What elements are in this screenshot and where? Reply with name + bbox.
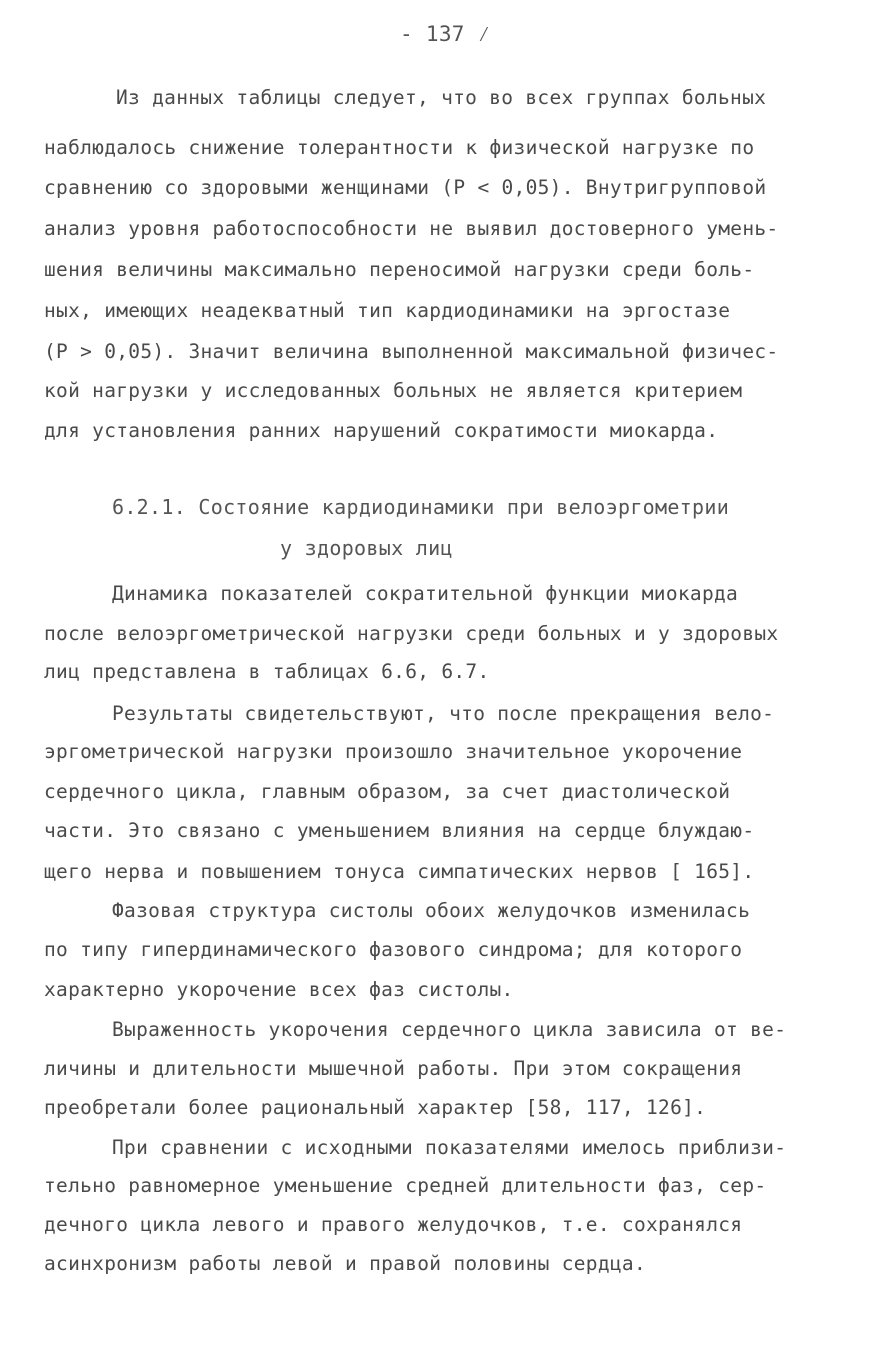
text-line: кой нагрузки у исследованных больных не является критерием [44,379,743,402]
text-line: сердечного цикла, главным образом, за счет диастолической [44,780,731,803]
text-line: Динамика показателей сократительной функции миокарда [112,582,739,605]
text-line: При сравнении с исходными показателями имелось приблизи- [112,1136,787,1159]
text-line: Результаты свидетельствуют, что после прекращения вело- [112,702,775,725]
text-line: анализ уровня работоспособности не выявил достоверного умень- [44,217,779,240]
text-line: характерно укорочение всех фаз систолы. [44,978,514,1001]
text-line: асинхронизм работы левой и правой половины сердца. [44,1252,646,1275]
page-number: - 137 ⁄ [400,22,491,46]
text-line: щего нерва и повышением тонуса симпатических нервов [ 165]. [44,860,755,883]
text-line: шения величины максимально переносимой нагрузки среди боль- [44,258,755,281]
text-line: Фазовая структура систолы обоих желудочков изменилась [112,899,751,922]
text-line: Выраженность укорочения сердечного цикла зависила от ве- [112,1018,787,1041]
text-line: наблюдалось снижение толерантности к физической нагрузке по [44,136,755,159]
text-line: сравнению со здоровыми женщинами (P < 0,05). Внутригрупповой [44,176,767,199]
text-line: Из данных таблицы следует, что во всех группах больных [116,86,767,109]
text-line: для установления ранних нарушений сократимости миокарда. [44,419,719,442]
text-line: дечного цикла левого и правого желудочков, т.е. сохранялся [44,1213,743,1236]
text-line: лиц представлена в таблицах 6.6, 6.7. [44,660,490,683]
text-line: ных, имеющих неадекватный тип кардиодинамики на эргостазе [44,299,731,322]
text-line: после велоэргометрической нагрузки среди больных и у здоровых [44,622,779,645]
text-line: личины и длительности мышечной работы. При этом сокращения [44,1057,743,1080]
text-line: эргометрической нагрузки произошло значительное укорочение [44,740,743,763]
text-line: преобретали более рациональный характер [58, 117, 126]. [44,1096,707,1119]
section-heading-line-1: 6.2.1. Состояние кардиодинамики при велоэргометрии [112,495,730,519]
text-line: (P > 0,05). Значит величина выполненной максимальной физичес- [44,340,779,363]
text-line: тельно равномерное уменьшение средней длительности фаз, сер- [44,1174,767,1197]
text-line: части. Это связано с уменьшением влияния на сердце блуждаю- [44,819,755,842]
text-line: по типу гипердинамического фазового синдрома; для которого [44,938,743,961]
section-heading-line-2: у здоровых лиц [280,536,453,560]
